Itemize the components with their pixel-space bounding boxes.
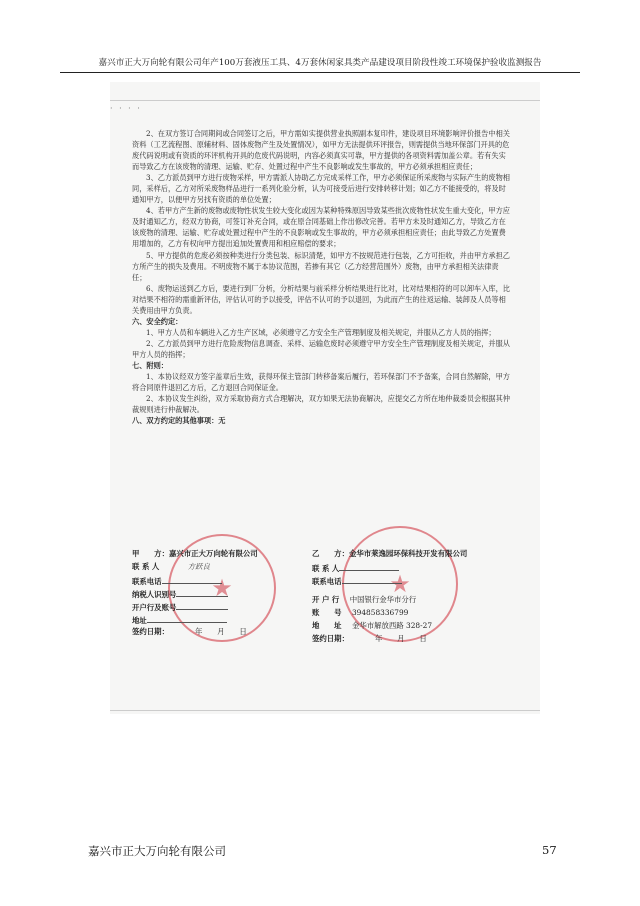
party-a-date-row: 签约日期： 年 月 日: [132, 627, 247, 636]
party-a-tax-row: 纳税人识别号: [132, 587, 228, 601]
party-a-address-row: 地址: [132, 613, 227, 627]
party-b-bank-row: 开 户 行 中国银行金华市分行: [312, 595, 417, 604]
party-b-address-value: 金华市解放西路 328-27: [351, 621, 433, 630]
party-a-signature: 方跃良: [187, 562, 210, 571]
footer-company: 嘉兴市正大万向轮有限公司: [88, 844, 226, 858]
scan-top-rule: [110, 100, 540, 101]
safety-clause-2: 2、乙方派员到甲方进行危险废物信息调查、采样、运输危废时必须遵守甲方安全生产管理制度及相关规定，并服从甲方人员的指挥；: [132, 338, 510, 359]
section-heading-supplementary: 七、附则：: [132, 360, 168, 370]
contract-body: [132, 128, 510, 426]
page-header: 嘉兴市正大万向轮有限公司年产100万套液压工具、4万套休闲家具类产品建设项目阶段性竣工环境保护验收监测报告: [60, 56, 580, 73]
supplementary-clause-1: 1、本协议经双方签字盖章后生效，获得环保主管部门转移备案后履行，若环保部门不予备案，合同自然解除，甲方将合同原件退回乙方后，乙方退回合同保证金。: [132, 372, 510, 393]
party-b-contact-row: 联 系 人: [312, 561, 399, 575]
section-heading-other: 八、双方约定的其他事项：无: [132, 416, 226, 426]
scan-bottom-rule: [110, 710, 540, 711]
party-a-name-row: 甲 方：嘉兴市正大万向轮有限公司: [132, 549, 258, 558]
clause-6: 6、废物运送到乙方后，要进行到厂分析，分析结果与前采样分析结果进行比对，比对结果相符的可以卸车入库，比对结果不相符的需重新评估，评估认可的予以接受，评估不认可的予以退回，为此而产生的往返运输、装卸及人员等相关费用由甲方负责。: [132, 283, 510, 315]
clause-5: 5、甲方提供的危废必须按种类进行分类包装、标识清楚，如甲方不按规范进行包装，乙方可拒收，并由甲方承担乙方所产生的损失及费用。不明废物不属于本协议范围，若掺有其它（乙方经营范围外）废物，由甲方承担相关法律责任；: [132, 250, 510, 282]
party-a-phone-row: 联系电话: [132, 574, 222, 588]
scanned-document: [110, 82, 540, 714]
party-b-phone-row: 联系电话: [312, 574, 402, 588]
party-b-address-row: 地 址 金华市解放西路 328-27: [312, 621, 433, 630]
party-a-contact-row: 联 系 人 方跃良: [132, 562, 210, 571]
seal-star-icon: ★: [211, 574, 233, 602]
seal-star-icon: ★: [389, 570, 411, 598]
party-b-bank-value: 中国银行金华市分行: [349, 595, 417, 604]
clause-4: 4、若甲方产生新的废物或废物性状发生较大变化或因为某种特殊原因导致某些批次废物性状发生重大变化，甲方应及时通知乙方，经双方协商，可签订补充合同，或在原合同基础上作出修改完善。若甲方未及时通知乙方，导致乙方在该废物的清理、运输、贮存或处置过程中产生的不良影响或发生事故的，甲方必须承担相应责任；由此导致乙方处置费用增加的，乙方有权向甲方提出追加处置费用和相应赔偿的要求；: [132, 206, 510, 249]
supplementary-clause-2: 2、本协议发生纠纷，双方采取协商方式合理解决，双方如果无法协商解决，应提交乙方所在地仲裁委员会根据其仲裁规则进行仲裁解决。: [132, 394, 510, 415]
party-b-date-row: 签约日期： 年 月 日: [312, 634, 427, 643]
scan-marks: · · · ·: [110, 104, 142, 113]
party-b-account-value: 394858336799: [351, 608, 409, 617]
party-b-name-row: 乙 方：金华市莱逸园环保科技开发有限公司: [312, 549, 468, 558]
section-heading-safety: 六、安全约定：: [132, 316, 183, 326]
clause-2: 2、在双方签订合同期间或合同签订之后，甲方需如实提供营业执照副本复印件，建设项目环境影响评价报告中相关资料（工艺流程图、原辅材料、固体废物产生及处置情况），如甲方无法提供环评报告，则需提供当地环保部门开具的危废代码说明或有资质的环评机构开具的危废代码说明，内容必须真实可靠，甲方提供的各项资料需加盖公章。若有失实而导致乙方在该废物的清理、运输、贮存、处置过程中产生不良影响或发生事故的，甲方必须承担相应责任；: [132, 129, 510, 172]
safety-clause-1: 1、甲方人员和车辆进入乙方生产区域，必须遵守乙方安全生产管理制度及相关规定，并服从乙方人员的指挥；: [146, 327, 496, 337]
page-number: 57: [542, 843, 557, 857]
party-a-bank-row: 开户行及账号: [132, 600, 228, 614]
clause-3: 3、乙方派员到甲方进行废物采样，甲方需派人协助乙方完成采样工作，甲方必须保证所采废物与实际产生的废物相同，采样后，乙方对所采废物样品进行一系列化验分析，认为可接受后进行安排转移计划；如乙方不能接受的，将及时通知甲方，以便甲方另找有资质的单位处置；: [132, 173, 510, 205]
party-b-account-row: 账 号 394858336799: [312, 608, 409, 617]
